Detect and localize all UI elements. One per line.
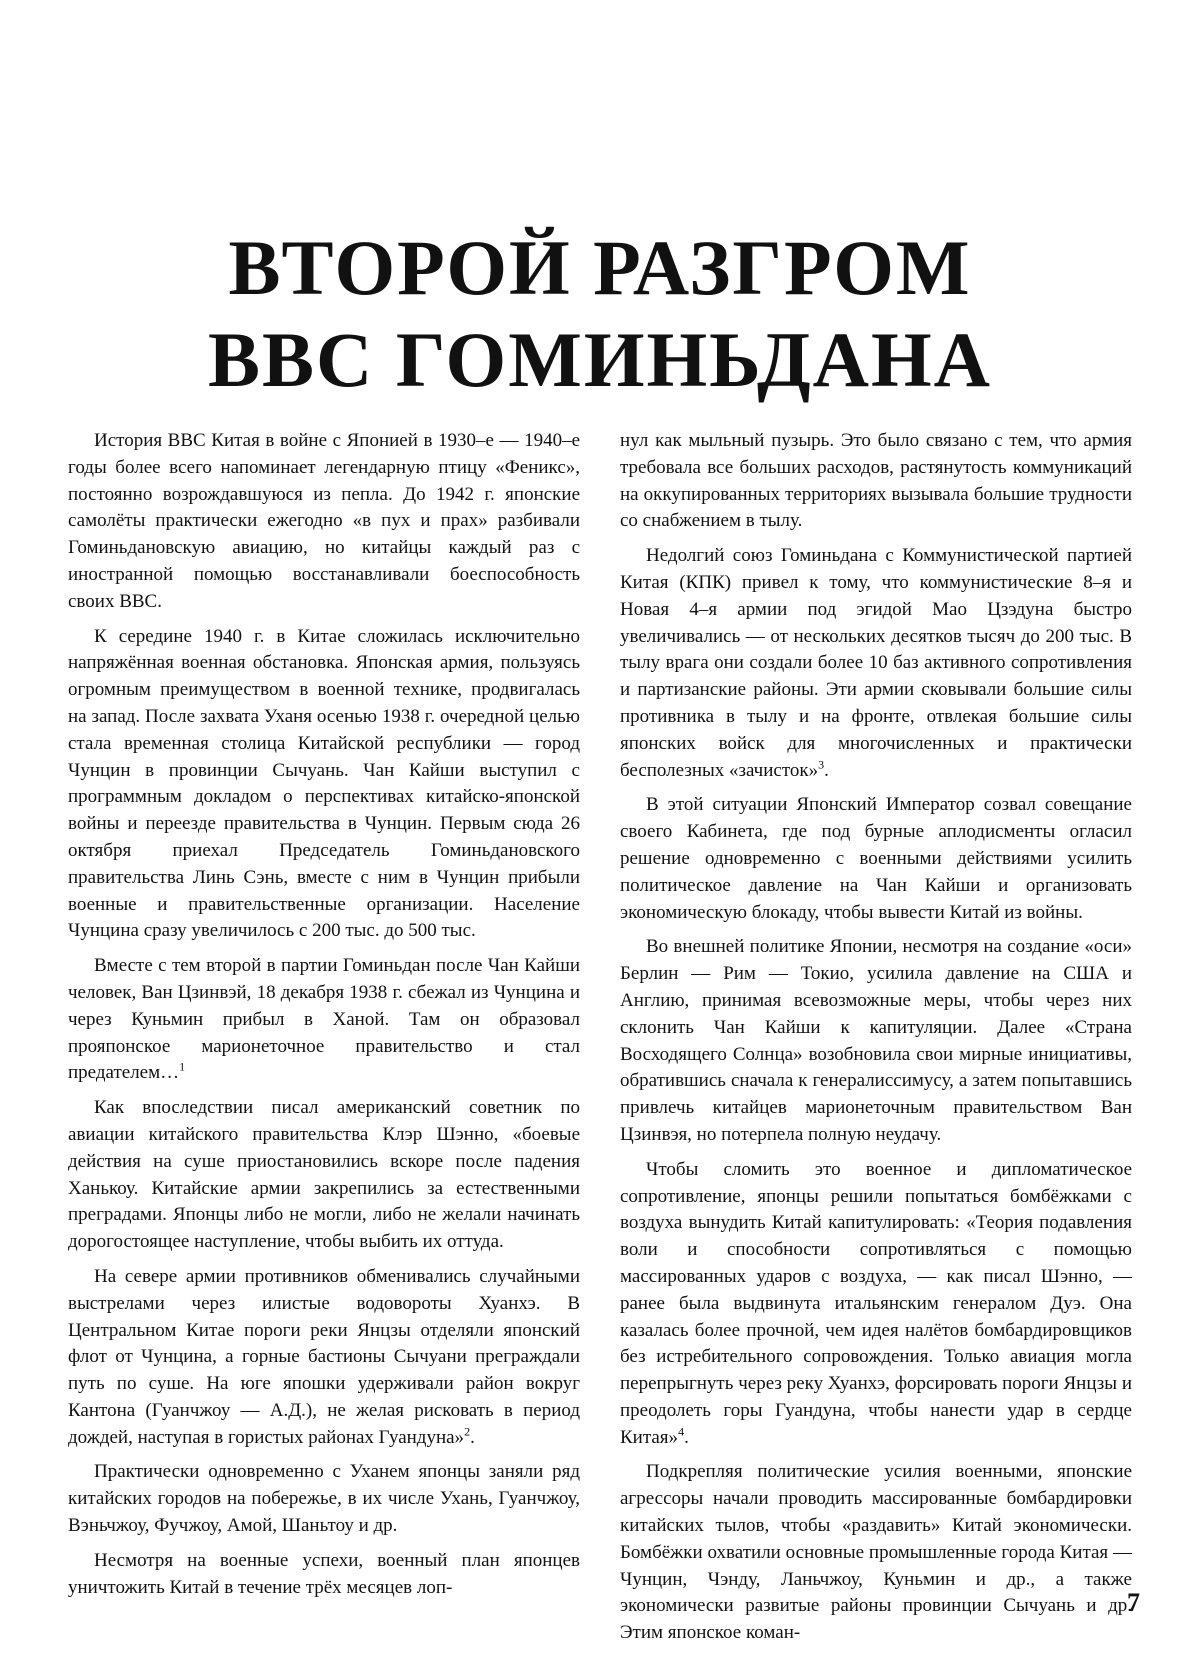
paragraph-text: Во внешней политике Японии, несмотря на создание «оси» Берлин — Рим — Токио, усилила давление на США и Англию, принимая всевозможные меры, чтобы через них склонить Чан Кайши к капитуляции. Далее «Страна Восходящего Солнца» возобновила свои мирные инициативы, обратившись сначала к генералиссимусу, а затем попытавшись привлечь китайцев марионеточным правительством Ван Цзинвэя, но потерпела полную неудачу.: [620, 936, 1132, 1145]
article-title-line-2: ВВС ГОМИНЬДАНА: [207, 316, 993, 403]
paragraph: [620, 543, 1132, 784]
left-column: [68, 428, 580, 1598]
paragraph: [620, 792, 1132, 926]
paragraph-text: На севере армии противников обменивались случайными выстрелами через илистые водовороты Хуанхэ. В Центральном Китае пороги реки Янцзы отделяли японский флот от Чунцина, а горные бастионы Сычуани преграждали путь по суше. На юге япошки удерживали район вокруг Кантона (Гуанчжоу — А.Д.), не желая рисковать в период дождей, наступая в гористых районах Гуандуна»: [68, 1265, 580, 1448]
paragraph: [68, 1459, 580, 1539]
paragraph: [68, 428, 580, 616]
paragraph: [620, 1157, 1132, 1452]
paragraph: [68, 953, 580, 1087]
paragraph-text: нул как мыльный пузырь. Это было связано с тем, что армия требовала все больших расходов, растянутость коммуникаций на оккупированных территориях вызывала большие трудности со снабжением в тылу.: [620, 430, 1132, 532]
paragraph-text: Вместе с тем второй в партии Гоминьдан после Чан Кайши человек, Ван Цзинвэй, 18 декабря 1938 г. сбежал из Чунцина и через Куньмин прибыл в Ханой. Там он образовал прояпонское марионеточное правительство и стал предателем…: [68, 955, 580, 1084]
paragraph: [68, 624, 580, 946]
paragraph-text: Подкрепляя политические усилия военными, японские агрессоры начали проводить массированные бомбардировки китайских тылов, чтобы «раздавить» Китай экономически. Бомбёжки охватили основные промышленные города Китая — Чунцин, Чэнду, Ланьчжоу, Куньмин и др., а также экономически развитые районы провинции Сычуань и др. Этим японское коман-: [620, 1461, 1132, 1644]
paragraph-text-end: .: [470, 1426, 475, 1448]
paragraph-text: Практически одновременно с Уханем японцы заняли ряд китайских городов на побережье, в их числе Ухань, Гуанчжоу, Вэньчжоу, Фучжоу, Амой, Шаньтоу и др.: [68, 1461, 580, 1537]
footnote-marker: 2: [464, 1424, 471, 1439]
paragraph-text: Несмотря на военные успехи, военный план японцев уничтожить Китай в течение трёх месяцев лоп-: [68, 1549, 580, 1598]
paragraph-text-end: .: [824, 759, 829, 781]
footnote-marker: 4: [678, 1424, 685, 1439]
paragraph: [620, 428, 1132, 535]
paragraph-text: Недолгий союз Гоминьдана с Коммунистической партией Китая (КПК) привел к тому, что коммунистические 8–я и Новая 4–я армии под эгидой Мао Цзэдуна быстро увеличивались — от нескольких десятков тысяч до 200 тыс. В тылу врага они создали более 10 баз активного сопротивления и партизанские районы. Эти армии сковывали большие силы противника в тылу и на фронте, отвлекая большие силы японских войск для многочисленных и практически бесполезных «зачисток»: [620, 545, 1132, 781]
paragraph: [68, 1548, 580, 1602]
paragraph: [68, 1264, 580, 1452]
paragraph-text: К середине 1940 г. в Китае сложилась исключительно напряжённая военная обстановка. Японская армия, пользуясь огромным преимуществом в военной технике, продвигалась на запад. После захвата Уханя осенью 1938 г. очередной целью стала временная столица Китайской республики — город Чунцин в провинции Сычуань. Чан Кайши выступил с программным докладом о перспективах китайско-японской войны и переезде правительства в Чунцин. Первым сюда 26 октября приехал Председатель Гоминьдановского правительства Линь Сэнь, вместе с ним в Чунцин прибыли военные и правительственные организации. Население Чунцина сразу увеличилось с 200 тыс. до 500 тыс.: [68, 625, 580, 942]
paragraph: [68, 1095, 580, 1256]
paragraph-text: Как впоследствии писал американский советник по авиации китайского правительства Клэр Шэнно, «боевые действия на суше приостановились вскоре после падения Ханькоу. Китайские армии закрепились за естественными преградами. Японцы либо не могли, либо не желали начинать дорогостоящее наступление, чтобы выбить их оттуда.: [68, 1097, 580, 1253]
article-title-line-1: ВТОРОЙ РАЗГРОМ: [228, 224, 972, 311]
right-column: [620, 428, 1132, 1644]
paragraph-text-end: .: [684, 1426, 689, 1448]
paragraph-text: В этой ситуации Японский Император созвал совещание своего Кабинета, где под бурные аплодисменты огласил решение одновременно с военными действиями усилить политическое давление на Чан Кайши и организовать экономическую блокаду, чтобы вывести Китай из войны.: [620, 794, 1132, 923]
article-title: [60, 222, 1140, 406]
paragraph: [620, 1459, 1132, 1647]
footnote-marker: 3: [818, 757, 825, 772]
paragraph-text: Чтобы сломить это военное и дипломатическое сопротивление, японцы решили попытаться бомбёжками с воздуха вынудить Китай капитулировать: «Теория подавления воли и способности сопротивляться с помощью массированных ударов с воздуха, — как писал Шэнно, — ранее была выдвинута итальянским генералом Дуэ. Она казалась более прочной, чем идея налётов бомбардировщиков без истребительного сопровождения. Только авиация могла перепрыгнуть через реку Хуанхэ, форсировать пороги Янцзы и преодолеть горы Гуандуна, чтобы нанести удар в сердце Китая»: [620, 1158, 1132, 1448]
paragraph: [620, 934, 1132, 1148]
article-body: [68, 428, 1132, 1644]
paragraph-text: История ВВС Китая в войне с Японией в 1930–е — 1940–е годы более всего напоминает легендарную птицу «Феникс», постоянно возрождавшуюся из пепла. До 1942 г. японские самолёты практически ежегодно «в пух и прах» разбивали Гоминьдановскую авиацию, но китайцы каждый раз с иностранной помощью восстанавливали боеспособность своих ВВС.: [68, 430, 580, 612]
footnote-marker: 1: [179, 1060, 186, 1074]
page-number: 7: [1127, 1588, 1140, 1617]
